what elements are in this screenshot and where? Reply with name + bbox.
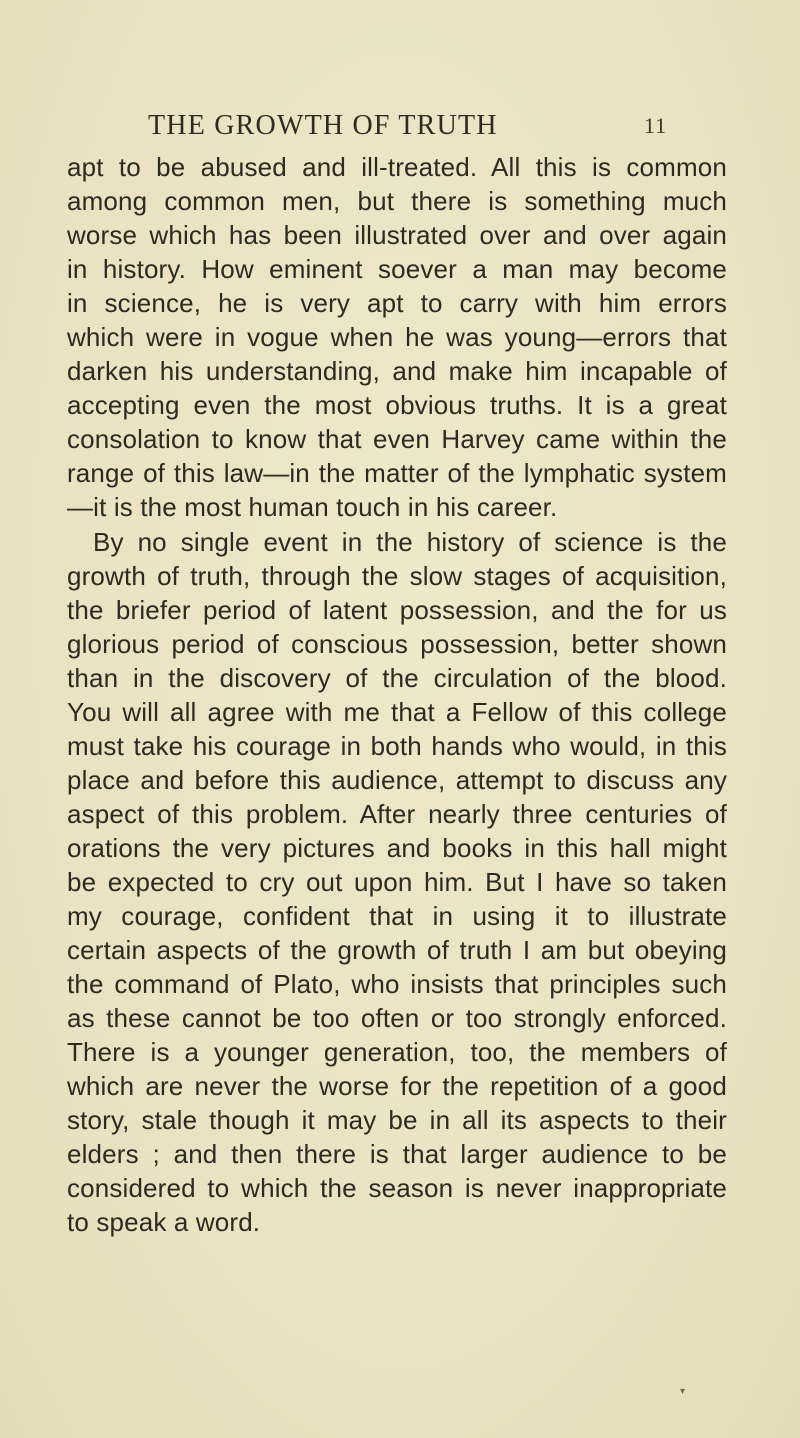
text-line: aspect of this problem. After nearly three centuries of [67,798,727,829]
text-line: There is a younger generation, too, the members of [67,1037,727,1068]
text-line: to speak a word. [67,1207,261,1238]
text-line: consolation to know that even Harvey came within the [67,424,727,455]
paragraph-start-line: By no single event in the history of science is the [93,526,727,557]
footer-mark: ▾ [680,1386,686,1397]
text-line: the command of Plato, who insists that principles such [67,969,727,1000]
text-line: in history. How eminent soever a man may become [67,254,727,285]
text-line: range of this law—in the matter of the lymphatic system [67,458,727,489]
text-line: accepting even the most obvious truths. It is a great [67,390,727,421]
text-line: considered to which the season is never inappropriate [67,1173,727,1204]
text-line: certain aspects of the growth of truth I am but obeying [67,935,727,966]
text-line: which are never the worse for the repetition of a good [67,1071,727,1102]
text-line: —it is the most human touch in his career. [67,492,558,523]
text-line: be expected to cry out upon him. But I have so taken [67,866,727,897]
text-line: growth of truth, through the slow stages of acquisition, [67,560,727,591]
text-line: glorious period of conscious possession, better shown [67,628,727,659]
text-line: elders ; and then there is that larger audience to be [67,1139,727,1170]
text-line: darken his understanding, and make him incapable of [67,356,727,387]
text-line: in science, he is very apt to carry with him errors [67,288,727,319]
text-line: worse which has been illustrated over and over again [67,220,727,251]
text-line: as these cannot be too often or too strongly enforced. [67,1003,727,1034]
running-header [0,110,800,150]
text-line: orations the very pictures and books in this hall might [67,832,727,863]
text-line: which were in vogue when he was young—errors that [67,322,727,353]
text-line: than in the discovery of the circulation of the blood. [67,662,727,693]
text-line: must take his courage in both hands who would, in this [67,730,727,761]
text-line: apt to be abused and ill-treated. All this is common [67,152,727,182]
text-line: place and before this audience, attempt to discuss any [67,764,727,795]
text-line: You will all agree with me that a Fellow of this college [67,696,727,727]
text-line: my courage, confident that in using it to illustrate [67,901,727,932]
page-number: 11 [644,113,668,138]
text-line: story, stale though it may be in all its aspects to their [67,1105,727,1136]
body-text [67,150,727,1240]
text-line: among common men, but there is something much [67,186,727,217]
text-line: the briefer period of latent possession, and the for us [67,594,727,625]
running-title: THE GROWTH OF TRUTH [148,110,498,141]
